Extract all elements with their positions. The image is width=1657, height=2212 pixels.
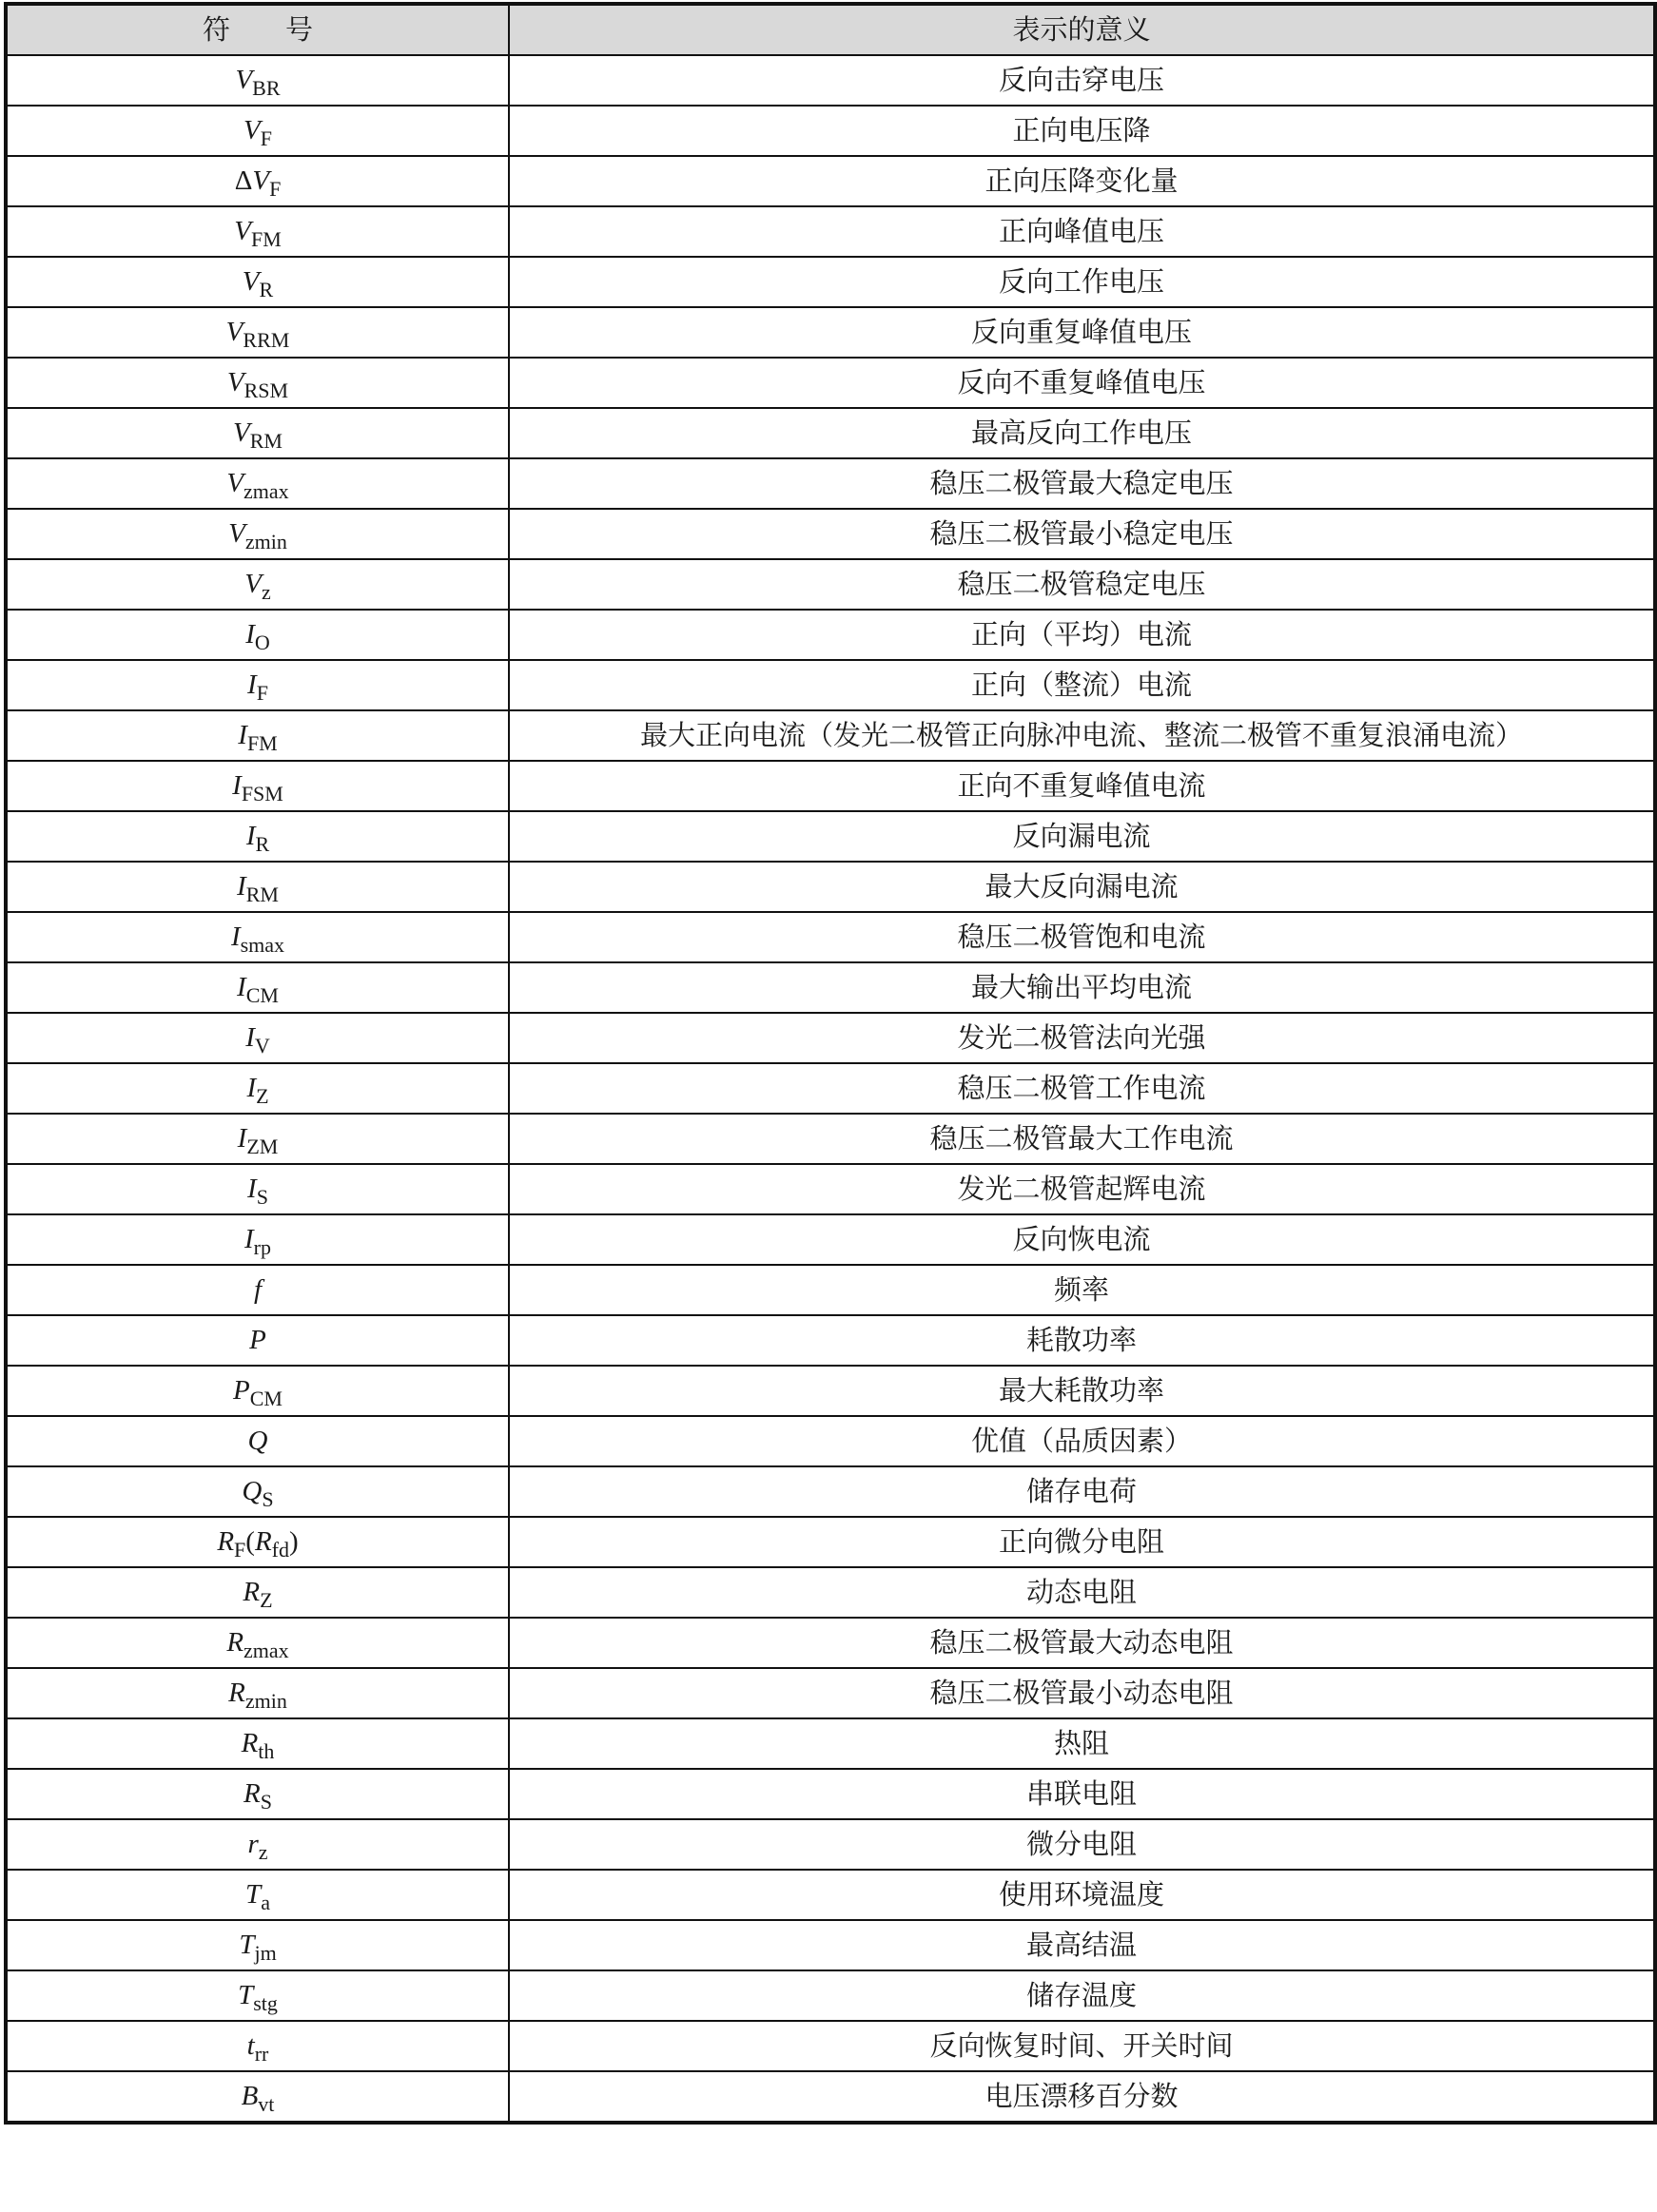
symbol-subscript: R: [255, 832, 270, 856]
table-row: [6, 1416, 1655, 1466]
symbol-subscript: jm: [254, 1941, 277, 1965]
symbol-cell: [6, 458, 509, 509]
symbol-cell: [6, 1416, 509, 1466]
symbol-subscript: zmin: [244, 1689, 287, 1713]
symbol-subscript: V: [254, 1034, 270, 1057]
table-row: [6, 1063, 1655, 1114]
symbol-subscript: vt: [258, 2092, 275, 2116]
symbol-cell: [6, 1819, 509, 1870]
header-row: [6, 4, 1655, 55]
symbol-subscript: RM: [245, 883, 279, 906]
meaning-cell: 优值（品质因素）: [509, 1416, 1655, 1466]
symbol-letter: I: [232, 770, 242, 801]
symbol-cell: [6, 156, 509, 206]
symbol-column-header: 符 号: [6, 4, 509, 55]
table-row: [6, 2071, 1655, 2123]
symbol-cell: [6, 1214, 509, 1265]
symbol-alt-subscript: fd: [271, 1538, 289, 1562]
symbol-cell: [6, 912, 509, 962]
table-row: [6, 1668, 1655, 1718]
symbol-letter: P: [249, 1325, 266, 1355]
table-row: [6, 710, 1655, 761]
symbol-cell: [6, 1517, 509, 1567]
symbol-cell: [6, 206, 509, 257]
symbol-cell: [6, 358, 509, 408]
table-row: [6, 156, 1655, 206]
symbol-cell: [6, 962, 509, 1013]
symbol-cell: [6, 2071, 509, 2123]
symbol-subscript: rp: [253, 1235, 271, 1259]
table-row: [6, 1970, 1655, 2021]
meaning-cell: 正向电压降: [509, 106, 1655, 156]
symbol-letter: T: [239, 1930, 255, 1960]
table-row: [6, 1214, 1655, 1265]
symbol-letter: Q: [242, 1476, 263, 1506]
symbol-paren-open: (: [245, 1526, 255, 1557]
symbol-subscript: S: [256, 1185, 268, 1209]
symbol-cell: [6, 1920, 509, 1970]
symbol-cell: [6, 1013, 509, 1063]
symbol-letter: R: [244, 1778, 261, 1809]
table-body: [6, 55, 1655, 2123]
symbol-cell: [6, 1063, 509, 1114]
table-row: [6, 660, 1655, 710]
meaning-cell: 反向重复峰值电压: [509, 307, 1655, 358]
table-row: [6, 1517, 1655, 1567]
symbol-letter: V: [228, 518, 245, 549]
symbol-subscript: rr: [254, 2042, 269, 2066]
symbol-letter: R: [226, 1627, 244, 1658]
symbol-letter: I: [245, 821, 256, 851]
meaning-cell: 稳压二极管饱和电流: [509, 912, 1655, 962]
table-row: [6, 912, 1655, 962]
symbol-letter: V: [234, 216, 251, 246]
meaning-cell: 使用环境温度: [509, 1870, 1655, 1920]
table-row: [6, 1870, 1655, 1920]
meaning-cell: 微分电阻: [509, 1819, 1655, 1870]
table-row: [6, 1114, 1655, 1164]
symbol-letter: I: [247, 1174, 257, 1204]
symbol-cell: [6, 509, 509, 559]
symbol-cell: [6, 2021, 509, 2071]
meaning-cell: 动态电阻: [509, 1567, 1655, 1618]
symbol-cell: [6, 55, 509, 106]
symbol-cell: [6, 1718, 509, 1769]
symbol-subscript: zmax: [244, 479, 289, 503]
table-row: [6, 1920, 1655, 1970]
symbol-cell: [6, 1769, 509, 1819]
symbol-cell: [6, 106, 509, 156]
table-row: [6, 307, 1655, 358]
table-row: [6, 2021, 1655, 2071]
symbol-cell: [6, 761, 509, 811]
table-row: [6, 509, 1655, 559]
symbol-subscript: RM: [249, 429, 283, 453]
symbol-subscript: F: [234, 1538, 246, 1562]
symbol-cell: [6, 257, 509, 307]
meaning-cell: 最大耗散功率: [509, 1366, 1655, 1416]
meaning-column-header: 表示的意义: [509, 4, 1655, 55]
symbol-cell: [6, 408, 509, 458]
table-row: [6, 559, 1655, 610]
meaning-cell: 发光二极管法向光强: [509, 1013, 1655, 1063]
meaning-cell: 反向工作电压: [509, 257, 1655, 307]
symbol-subscript: z: [261, 580, 271, 604]
table-row: [6, 862, 1655, 912]
symbol-alt-letter: R: [254, 1526, 272, 1557]
symbol-subscript: F: [260, 126, 272, 150]
symbol-subscript: stg: [253, 1991, 278, 2015]
meaning-cell: 最大正向电流（发光二极管正向脉冲电流、整流二极管不重复浪涌电流）: [509, 710, 1655, 761]
meaning-cell: 稳压二极管工作电流: [509, 1063, 1655, 1114]
symbol-cell: [6, 307, 509, 358]
meaning-cell: 正向（整流）电流: [509, 660, 1655, 710]
symbol-cell: [6, 862, 509, 912]
symbol-cell: [6, 1164, 509, 1214]
symbol-letter: I: [237, 871, 246, 902]
meaning-cell: 电压漂移百分数: [509, 2071, 1655, 2123]
symbol-cell: [6, 1668, 509, 1718]
symbol-subscript: Z: [256, 1084, 269, 1108]
symbol-letter: Q: [247, 1426, 268, 1456]
symbol-subscript: RSM: [244, 378, 289, 402]
table-row: [6, 1819, 1655, 1870]
symbol-cell: [6, 1265, 509, 1315]
symbol-subscript: CM: [249, 1387, 283, 1410]
symbol-prefix: Δ: [234, 165, 253, 196]
meaning-cell: 热阻: [509, 1718, 1655, 1769]
symbol-letter: I: [246, 1073, 257, 1103]
symbol-subscript: RRM: [243, 328, 290, 352]
symbol-letter: I: [247, 669, 257, 700]
meaning-cell: 反向漏电流: [509, 811, 1655, 862]
symbol-subscript: FM: [246, 731, 278, 755]
meaning-cell: 正向压降变化量: [509, 156, 1655, 206]
symbol-subscript: z: [258, 1840, 268, 1864]
meaning-cell: 最高反向工作电压: [509, 408, 1655, 458]
table-row: [6, 1769, 1655, 1819]
symbol-letter: R: [228, 1678, 245, 1708]
meaning-cell: 稳压二极管最小稳定电压: [509, 509, 1655, 559]
meaning-cell: 正向峰值电压: [509, 206, 1655, 257]
table-row: [6, 1164, 1655, 1214]
symbol-letter: t: [246, 2030, 255, 2061]
symbol-letter: r: [247, 1829, 259, 1859]
table-row: [6, 1466, 1655, 1517]
symbol-subscript: F: [269, 177, 282, 201]
symbol-letter: I: [245, 1022, 255, 1053]
symbol-cell: [6, 1366, 509, 1416]
symbol-cell: [6, 660, 509, 710]
symbol-cell: [6, 1114, 509, 1164]
meaning-cell: 耗散功率: [509, 1315, 1655, 1366]
meaning-cell: 储存电荷: [509, 1466, 1655, 1517]
symbol-letter: R: [241, 1728, 259, 1758]
symbol-subscript: BR: [252, 76, 281, 100]
table-row: [6, 1718, 1655, 1769]
table-row: [6, 1013, 1655, 1063]
symbol-subscript: ZM: [246, 1135, 279, 1158]
symbol-letter: V: [242, 266, 260, 297]
symbol-letter: V: [235, 65, 253, 95]
symbol-subscript: O: [254, 631, 270, 654]
table-row: [6, 1315, 1655, 1366]
symbol-subscript: zmax: [244, 1639, 289, 1662]
symbol-letter: V: [244, 569, 262, 599]
symbol-letter: I: [230, 922, 241, 952]
meaning-cell: 稳压二极管稳定电压: [509, 559, 1655, 610]
symbol-cell: [6, 610, 509, 660]
symbol-letter: T: [238, 1980, 254, 2010]
meaning-cell: 最高结温: [509, 1920, 1655, 1970]
table-row: [6, 257, 1655, 307]
symbol-cell: [6, 710, 509, 761]
symbol-cell: [6, 1618, 509, 1668]
symbol-paren-close: ): [289, 1526, 299, 1557]
symbol-subscript: F: [256, 681, 268, 705]
symbol-subscript: S: [262, 1487, 274, 1511]
symbol-letter: V: [226, 468, 244, 498]
table-row: [6, 1366, 1655, 1416]
meaning-cell: 稳压二极管最大稳定电压: [509, 458, 1655, 509]
meaning-cell: 最大反向漏电流: [509, 862, 1655, 912]
table-row: [6, 55, 1655, 106]
meaning-cell: 反向不重复峰值电压: [509, 358, 1655, 408]
symbol-subscript: R: [259, 278, 274, 301]
meaning-cell: 串联电阻: [509, 1769, 1655, 1819]
symbol-letter: f: [253, 1274, 263, 1305]
symbol-subscript: FSM: [241, 782, 283, 805]
symbol-letter: I: [237, 1123, 247, 1154]
table-row: [6, 1265, 1655, 1315]
symbol-cell: [6, 1466, 509, 1517]
table-row: [6, 962, 1655, 1013]
symbol-letter: V: [226, 367, 244, 398]
meaning-cell: 频率: [509, 1265, 1655, 1315]
symbol-letter: I: [245, 619, 255, 650]
symbol-letter: V: [244, 115, 261, 146]
table-row: [6, 458, 1655, 509]
symbol-letter: R: [243, 1577, 261, 1607]
symbol-letter: T: [245, 1879, 262, 1910]
table-row: [6, 1567, 1655, 1618]
symbol-letter: P: [233, 1375, 250, 1406]
table-row: [6, 1618, 1655, 1668]
symbol-subscript: zmin: [244, 530, 287, 553]
table-row: [6, 610, 1655, 660]
meaning-cell: 发光二极管起辉电流: [509, 1164, 1655, 1214]
symbol-subscript: smax: [240, 933, 285, 957]
symbol-cell: [6, 1567, 509, 1618]
symbol-letter: I: [238, 720, 247, 750]
meaning-cell: 正向（平均）电流: [509, 610, 1655, 660]
symbol-letter: V: [252, 165, 270, 196]
table-row: [6, 106, 1655, 156]
meaning-cell: 储存温度: [509, 1970, 1655, 2021]
symbol-subscript: Z: [260, 1588, 273, 1612]
table-row: [6, 206, 1655, 257]
table-row: [6, 761, 1655, 811]
symbol-cell: [6, 559, 509, 610]
meaning-cell: 稳压二极管最小动态电阻: [509, 1668, 1655, 1718]
symbol-letter: I: [244, 1224, 254, 1254]
meaning-cell: 反向击穿电压: [509, 55, 1655, 106]
meaning-cell: 正向微分电阻: [509, 1517, 1655, 1567]
table-row: [6, 408, 1655, 458]
table-row: [6, 811, 1655, 862]
symbol-subscript: CM: [245, 983, 279, 1007]
meaning-cell: 最大输出平均电流: [509, 962, 1655, 1013]
meaning-cell: 反向恢复时间、开关时间: [509, 2021, 1655, 2071]
symbol-letter: B: [241, 2081, 259, 2111]
meaning-cell: 正向不重复峰值电流: [509, 761, 1655, 811]
symbol-letter: I: [237, 972, 246, 1002]
symbol-letter: V: [233, 417, 250, 448]
symbol-letter: V: [225, 317, 244, 347]
table-row: [6, 358, 1655, 408]
symbol-cell: [6, 1870, 509, 1920]
symbol-letter: R: [217, 1526, 235, 1557]
symbol-table: [4, 2, 1657, 2125]
symbol-cell: [6, 811, 509, 862]
meaning-cell: 稳压二极管最大工作电流: [509, 1114, 1655, 1164]
symbol-cell: [6, 1315, 509, 1366]
symbol-subscript: FM: [250, 227, 282, 251]
meaning-cell: 稳压二极管最大动态电阻: [509, 1618, 1655, 1668]
symbol-cell: [6, 1970, 509, 2021]
symbol-subscript: a: [261, 1891, 270, 1914]
meaning-cell: 反向恢电流: [509, 1214, 1655, 1265]
symbol-subscript: S: [260, 1790, 272, 1814]
symbol-subscript: th: [258, 1739, 275, 1763]
